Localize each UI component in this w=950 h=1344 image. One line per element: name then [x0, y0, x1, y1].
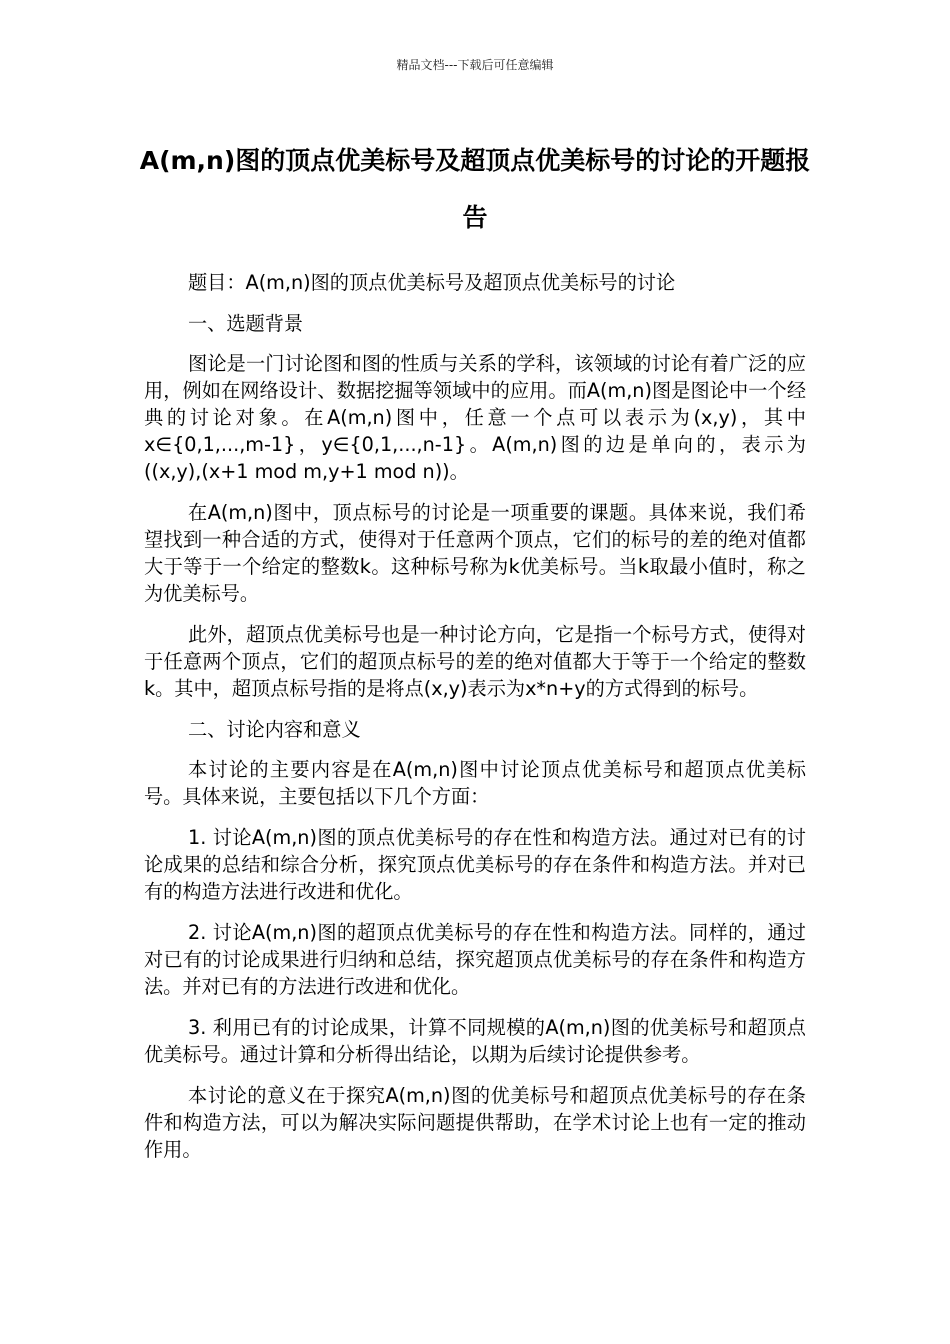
document-title: A(m,n)图的顶点优美标号及超顶点优美标号的讨论的开题报告: [139, 146, 811, 232]
content-intro-paragraph: 本讨论的主要内容是在A(m,n)图中讨论顶点优美标号和超顶点优美标号。具体来说，主要包括以下几个方面：: [144, 758, 806, 808]
content-item-1: 1. 讨论A(m,n)图的顶点优美标号的存在性和构造方法。通过对已有的讨论成果的总结和综合分析，探究顶点优美标号的存在条件和构造方法。并对已有的构造方法进行改进和优化。: [144, 826, 806, 903]
document-body: [144, 269, 806, 1177]
section-heading-background: 一、选题背景: [188, 312, 304, 335]
background-paragraph-3: 此外，超顶点优美标号也是一种讨论方向，它是指一个标号方式，使得对于任意两个顶点，它们的超顶点标号的差的绝对值都大于等于一个给定的整数k。其中，超顶点标号指的是将点(x,y)表示为x*n+y的方式得到的标号。: [144, 623, 806, 700]
content-item-3: 3. 利用已有的讨论成果，计算不同规模的A(m,n)图的优美标号和超顶点优美标号。通过计算和分析得出结论，以期为后续讨论提供参考。: [144, 1016, 806, 1066]
background-paragraph-1: 图论是一门讨论图和图的性质与关系的学科，该领域的讨论有着广泛的应用，例如在网络设计、数据挖掘等领域中的应用。而A(m,n)图是图论中一个经典的讨论对象。在A(m,n)图中，任意一个点可以表示为(x,y)，其中x∈{0,1,...,m-1}，y∈{0,1,...,n-1}。A(m,n)图的边是单向的，表示为((x,y),(x+1 mod m,y+1 mod n))。: [144, 352, 806, 483]
content-item-2: 2. 讨论A(m,n)图的超顶点优美标号的存在性和构造方法。同样的，通过对已有的讨论成果进行归纳和总结，探究超顶点优美标号的存在条件和构造方法。并对已有的方法进行改进和优化。: [144, 921, 806, 998]
section-heading-content: 二、讨论内容和意义: [188, 718, 361, 741]
page-header: 精品文档---下载后可任意编辑: [396, 58, 554, 72]
significance-paragraph: 本讨论的意义在于探究A(m,n)图的优美标号和超顶点优美标号的存在条件和构造方法，可以为解决实际问题提供帮助，在学术讨论上也有一定的推动作用。: [144, 1084, 806, 1161]
topic-line: 题目：A(m,n)图的顶点优美标号及超顶点优美标号的讨论: [188, 271, 676, 294]
background-paragraph-2: 在A(m,n)图中，顶点标号的讨论是一项重要的课题。具体来说，我们希望找到一种合适的方式，使得对于任意两个顶点，它们的标号的差的绝对值都大于等于一个给定的整数k。这种标号称为k优美标号。当k取最小值时，称之为优美标号。: [144, 501, 806, 605]
